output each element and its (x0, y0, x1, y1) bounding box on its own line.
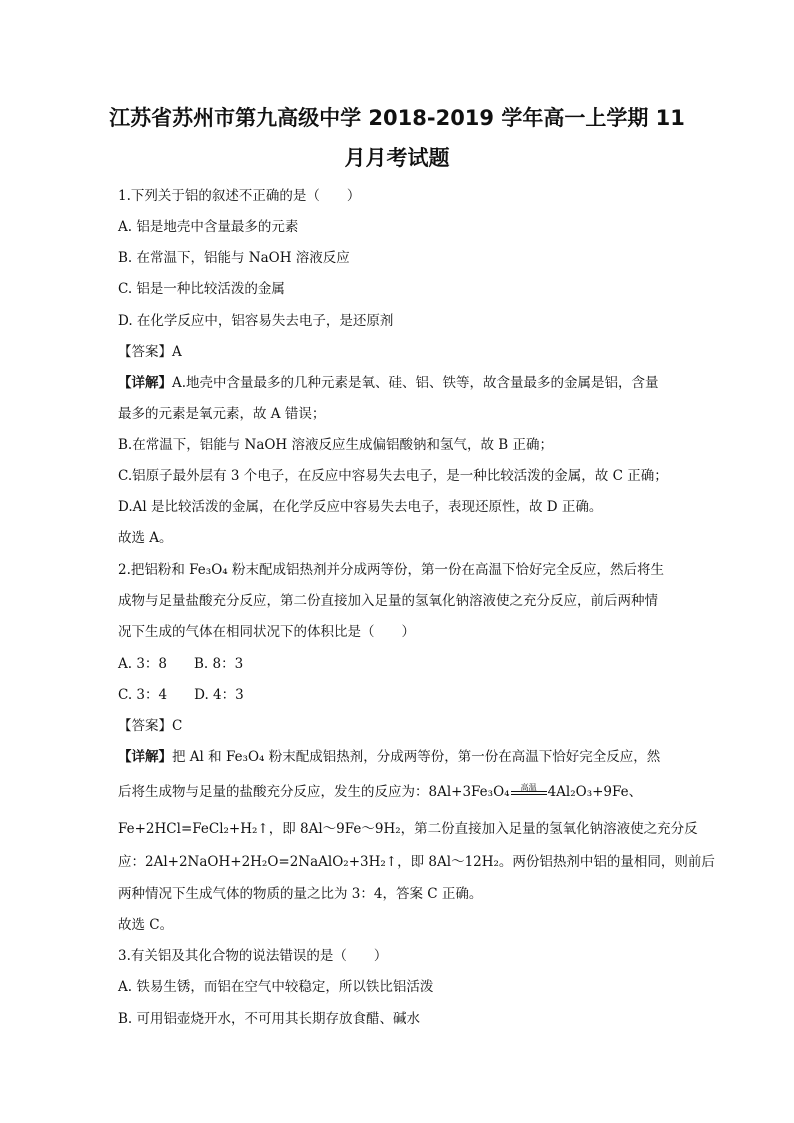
q1-option-a: A. 铝是地壳中含量最多的元素 (118, 219, 299, 235)
q2-detail-line-3: Fe+2HCl=FeCl₂+H₂↑，即 8Al～9Fe～9H₂，第二份直接加入足量的氢氧化钠溶液使之充分反 (118, 821, 698, 837)
q1-conclusion: 故选 A。 (118, 530, 173, 546)
q2-stem-line-2: 成物与足量盐酸充分反应，第二份直接加入足量的氢氧化钠溶液使之充分反应，前后两种情 (118, 593, 658, 609)
title-line-1: 江苏省苏州市第九高级中学 2018-2019 学年高一上学期 11 (109, 106, 685, 130)
q1-stem: 1.下列关于铝的叙述不正确的是（ ） (118, 188, 361, 204)
q2-detail-line-2: 后将生成物与足量的盐酸充分反应，发生的反应为：8Al+3Fe₃O₄ 高温 4Al₂O₃+9Fe、 (118, 782, 678, 802)
q2-options-row-1: A. 3：8 B. 8：3 (118, 656, 244, 672)
q1-detail-line-3: B.在常温下，铝能与 NaOH 溶液反应生成偏铝酸钠和氢气，故 B 正确； (118, 437, 553, 453)
q1-detail-label: 【详解】 (118, 375, 172, 391)
q1-option-b: B. 在常温下，铝能与 NaOH 溶液反应 (118, 250, 350, 266)
q3-option-b: B. 可用铝壶烧开水，不可用其长期存放食醋、碱水 (118, 1011, 421, 1027)
q1-detail-line-5: D.Al 是比较活泼的金属，在化学反应中容易失去电子，表现还原性，故 D 正确。 (118, 499, 603, 515)
q1-answer: 【答案】A (118, 344, 182, 360)
reaction-condition-mark (511, 784, 547, 798)
q1-option-c: C. 铝是一种比较活泼的金属 (118, 281, 285, 297)
title-line-2: 月月考试题 (344, 146, 450, 170)
q2-options-row-2: C. 3：4 D. 4：3 (118, 687, 244, 703)
q2-detail-label: 【详解】 (118, 749, 172, 765)
document-title (90, 98, 704, 178)
q2-detail-line-5: 两种情况下生成气体的物质的量之比为 3：4，答案 C 正确。 (118, 886, 483, 902)
reaction-condition-label: 高温 (520, 783, 537, 792)
q2-conclusion: 故选 C。 (118, 917, 174, 933)
q2-detail-line-4: 应：2Al+2NaOH+2H₂O=2NaAlO₂+3H₂↑，即 8Al～12H₂。两份铝热剂中铝的量相同，则前后 (118, 854, 715, 870)
q2-detail-line-1: 【详解】把 Al 和 Fe₃O₄ 粉末配成铝热剂，分成两等份，第一份在高温下恰好完全反应，然 (118, 749, 661, 765)
q2-stem-line-1: 2.把铝粉和 Fe₃O₄ 粉末配成铝热剂并分成两等份，第一份在高温下恰好完全反应，然后将生 (118, 562, 664, 578)
q1-detail-line-2: 最多的元素是氧元素，故 A 错误； (118, 406, 326, 422)
q2-answer: 【答案】C (118, 718, 183, 734)
q1-option-d: D. 在化学反应中，铝容易失去电子，是还原剂 (118, 313, 394, 329)
q1-detail-line-4: C.铝原子最外层有 3 个电子，在反应中容易失去电子，是一种比较活泼的金属，故 C 正确； (118, 468, 668, 484)
q3-option-a: A. 铁易生锈，而铝在空气中较稳定，所以铁比铝活泼 (118, 979, 434, 995)
q3-stem: 3.有关铝及其化合物的说法错误的是（ ） (118, 948, 388, 964)
q1-detail-line-1: 【详解】A.地壳中含量最多的几种元素是氧、硅、铝、铁等，故含量最多的金属是铝，含量 (118, 375, 659, 391)
q2-stem-line-3: 况下生成的气体在相同状况下的体积比是（ ） (118, 624, 415, 640)
